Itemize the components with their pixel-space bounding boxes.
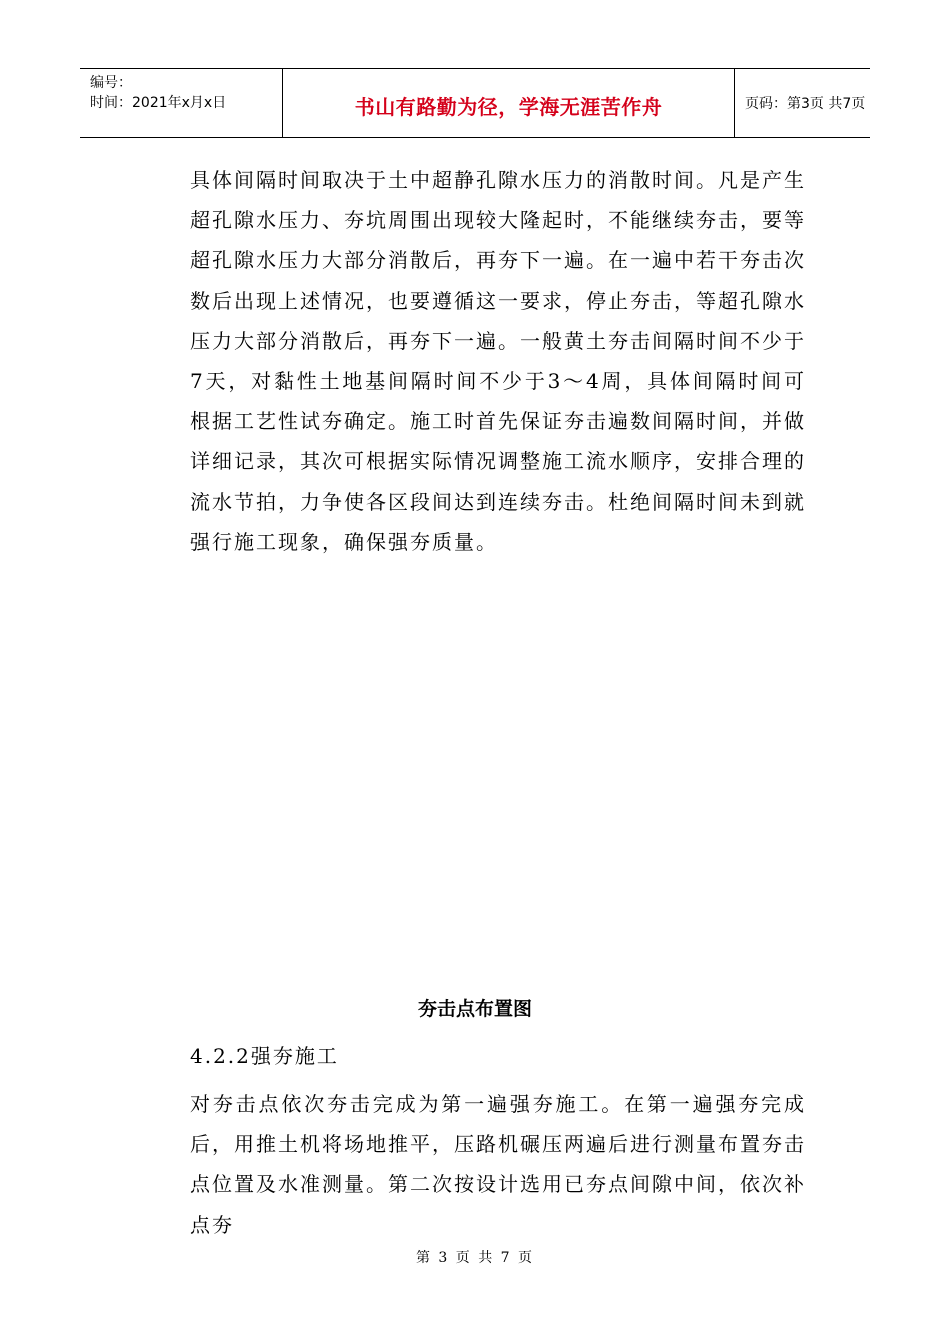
document-header bbox=[80, 68, 870, 138]
page-footer: 第 3 页 共 7 页 bbox=[415, 1250, 535, 1266]
section-heading: 4.2.2强夯施工 bbox=[190, 1044, 339, 1068]
figure-caption: 夯击点布置图 bbox=[417, 998, 532, 1020]
document-number-label: 编号： bbox=[90, 75, 132, 91]
paragraph-text: 具体间隔时间取决于土中超静孔隙水压力的消散时间。凡是产生超孔隙水压力、夯坑周围出现较大隆起时，不能继续夯击，要等超孔隙水压力大部分消散后，再夯下一遍。在一遍中若干夯击次数后出现上述情况，也要遵循这一要求，停止夯击，等超孔隙水压力大部分消散后，再夯下一遍。一般黄土夯击间隔时间不少于7天，对黏性土地基间隔时间不少于3～4周，具体间隔时间可根据工艺性试夯确定。施工时首先保证夯击遍数间隔时间，并做详细记录，其次可根据实际情况调整施工流水顺序，安排合理的流水节拍，力争使各区段间达到连续夯击。杜绝间隔时间未到就强行施工现象，确保强夯质量。 bbox=[190, 168, 806, 554]
body-paragraph-1 bbox=[146, 160, 806, 562]
header-page-number: 页码：第3页 共7页 bbox=[745, 96, 866, 112]
header-meta-cell bbox=[80, 69, 283, 137]
paragraph-text: 对夯击点依次夯击完成为第一遍强夯施工。在第一遍强夯完成后，用推土机将场地推平，压路机碾压两遍后进行测量布置夯击点位置及水准测量。第二次按设计选用已夯点间隙中间，依次补点夯 bbox=[190, 1092, 806, 1237]
header-motto-cell bbox=[283, 69, 735, 137]
header-page-cell bbox=[735, 69, 870, 137]
document-date-label: 时间：2021年x月x日 bbox=[90, 95, 227, 111]
header-motto: 书山有路勤为径，学海无涯苦作舟 bbox=[354, 95, 663, 119]
body-paragraph-2 bbox=[146, 1084, 806, 1245]
